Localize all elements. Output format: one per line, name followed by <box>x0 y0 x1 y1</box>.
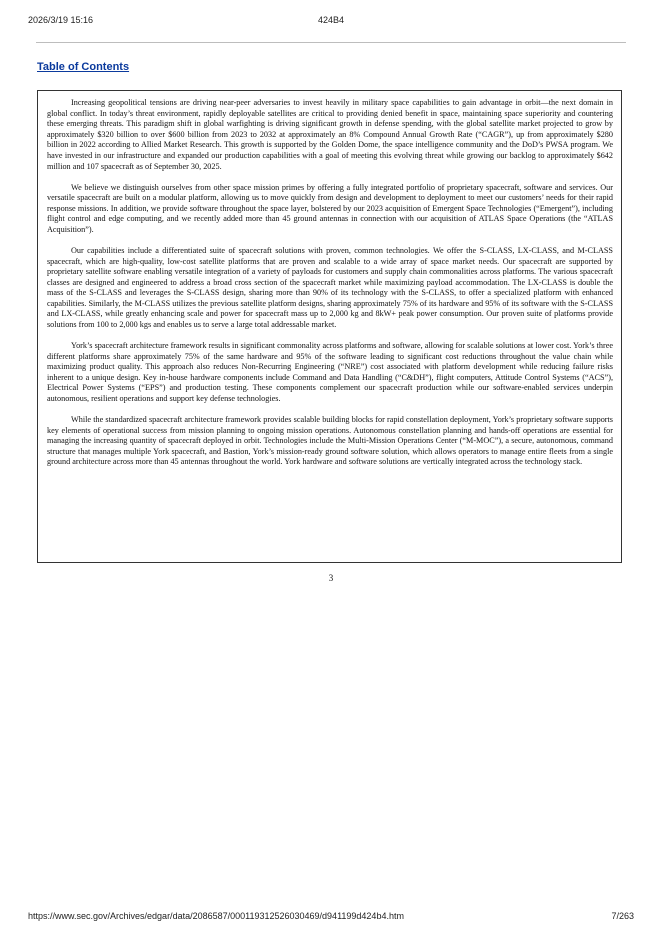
print-footer <box>28 911 634 925</box>
paragraph-architecture-framework: York’s spacecraft architecture framework results in significant commonality across platforms and software, allowing for scalable solutions at lower cost. York’s three different platforms share approximately 75% of the same hardware and 95% of the software leading to significant cost reductions throughout the value chain while maximizing product quality. This approach also reduces Non-Recurring Engineering (“NRE”) cost associated with platform development while reducing failure risks inherent to a unique design. Key in-house hardware components include Command and Data Handling (“C&DH”), flight computers, Attitude Control Systems (“ACS”), Electrical Power Systems (“EPS”) and production testing. These components complement our spacecraft production while our software-enabled services underpin autonomous, resilient operations and support key defense technologies. <box>47 341 613 404</box>
paragraph-spacecraft-classes: Our capabilities include a differentiated suite of spacecraft solutions with proven, common technologies. We offer the S-CLASS, LX-CLASS, and M-CLASS spacecraft, which are high-quality, low-cost satellite platforms that are proven and scalable to a wide array of space market needs. Our spacecraft are supported by proprietary satellite software enabling versatile integration of a variety of payloads for customers and supply chain commonalities across platforms. The various spacecraft classes are designed and engineered to address a broad cross section of the spacecraft market while maximizing payload accommodation. The LX-CLASS is double the mass of the S-CLASS and leverages the S-CLASS design, sharing more than 90% of its technology with the S-CLASS, to offer a specialized platform with enhanced capabilities. Similarly, the M-CLASS utilizes the previous satellite platform designs, sharing approximately 75% of its hardware and 95% of its software with the S-CLASS and LX-CLASS, while greatly enhancing scale and power for spacecraft mass up to 2,000 kg and 8kW+ peak power consumption. Our proven suite of platforms provide solutions from 100 to 2,000 kgs and enables us to serve a large total addressable market. <box>47 245 613 330</box>
print-timestamp: 2026/3/19 15:16 <box>28 15 94 25</box>
paragraph-proprietary-software: While the standardized spacecraft architecture framework provides scalable building blocks for rapid constellation deployment, York’s proprietary software supports key elements of operational success from mission planning to ongoing mission operations. Autonomous constellation planning and hands-off operations are essential for managing the increasing quantity of spacecraft deployed in orbit. Technologies include the Multi-Mission Operations Center (“M-MOC”), a secure, autonomous, command structure that manages multiple York spacecraft, and Bastion, York’s mission-ready ground software solution, which allows operators to manage entire fleets from a single ground architecture across more than 45 antennas throughout the world. York hardware and software solutions are vertically integrated across the technology stack. <box>47 415 613 467</box>
print-url: https://www.sec.gov/Archives/edgar/data/2086587/000119312526030469/d941199d424b4.htm <box>28 911 404 921</box>
paragraph-integrated-portfolio: We believe we distinguish ourselves from other space mission primes by offering a fully integrated portfolio of proprietary spacecraft, software and services. Our versatile spacecraft are built on a modular platform, allowing us to move quickly from design and development to deployment to meet our customers’ needs for their rapid response missions. In addition, we provide software throughout the space layer, bolstered by our 2023 acquisition of Emergent Space Technologies (“Emergent”), including flight control and edge computing, and we recently added more than 45 ground antennas in connection with our acquisition of ATLAS Space Operations (the “ATLAS Acquisition”). <box>47 182 613 234</box>
content-box <box>37 90 622 563</box>
page-number: 3 <box>328 573 334 583</box>
print-header <box>28 15 634 29</box>
paragraph-market-context: Increasing geopolitical tensions are driving near-peer adversaries to invest heavily in military space capabilities to gain advantage in orbit—the next domain in global conflict. In today’s threat environment, rapidly deployable satellites are critical to providing denied benefit in space, maintaining space superiority and countering these emerging threats. This paradigm shift in global warfighting is driving significant growth in defense spending, with the global satellite market projected to grow by approximately $320 billion to over $600 billion from 2023 to 2032 at approximately an 8% Compound Annual Growth Rate (“CAGR”), up from approximately $280 billion in 2022 according to Allied Market Research. This growth is supported by the Golden Dome, the space intelligence community and the DoD’s PWSA program. We have invested in our infrastructure and expanded our production capabilities with a goal of meeting this evolving threat while growing our backlog to approximately $642 million and 107 spacecraft as of September 30, 2025. <box>47 98 613 171</box>
print-page-count: 7/263 <box>611 911 634 921</box>
header-divider <box>36 42 626 43</box>
print-document-title: 424B4 <box>317 15 345 25</box>
table-of-contents-link[interactable]: Table of Contents <box>37 61 130 73</box>
